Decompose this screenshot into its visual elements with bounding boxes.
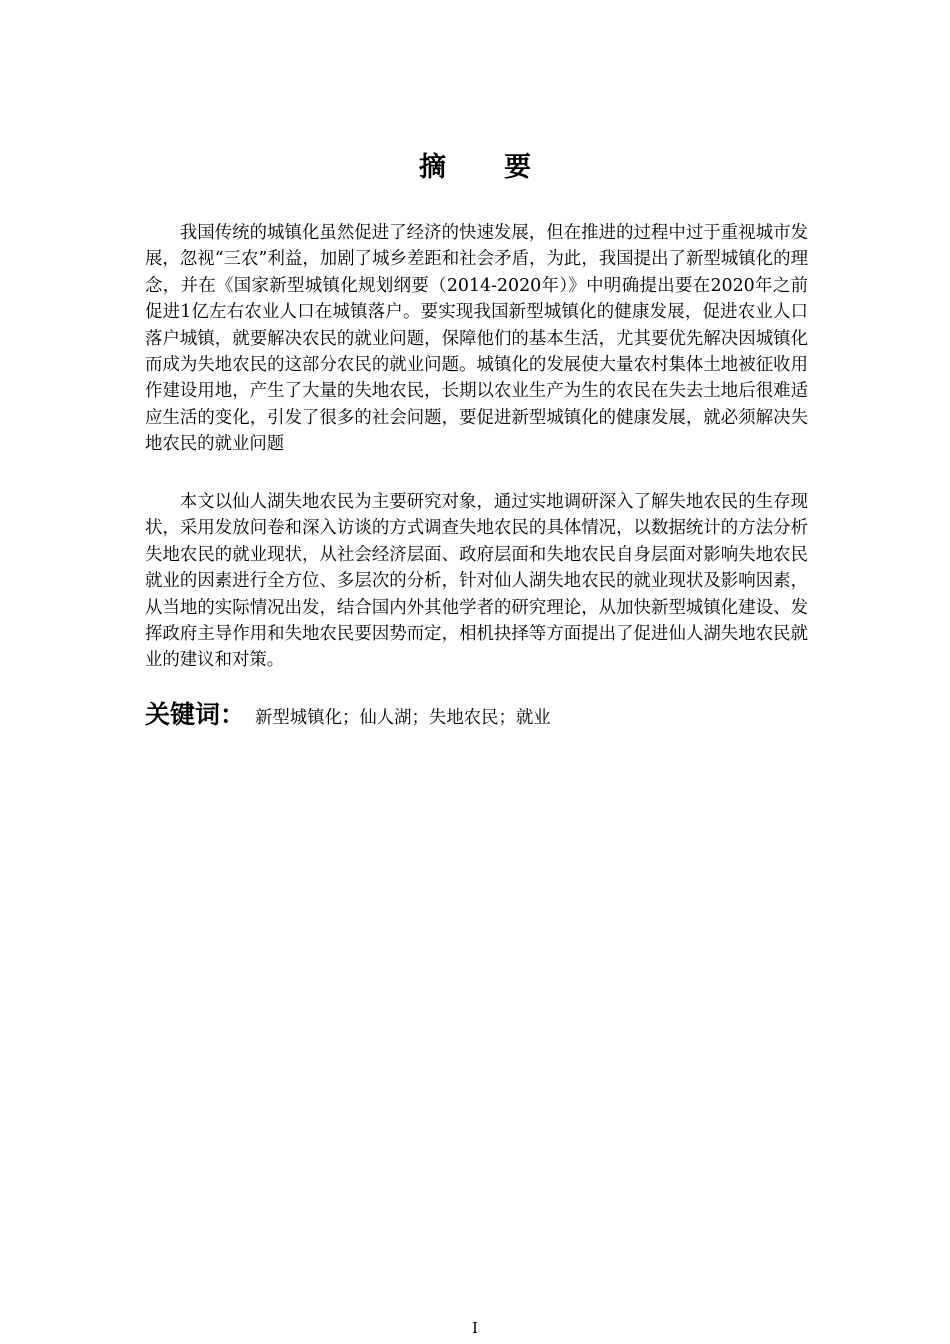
- page-number: I: [472, 1319, 478, 1337]
- abstract-paragraph: 本文以仙人湖失地农民为主要研究对象，通过实地调研深入了解失地农民的生存现状，采用发放问卷和深入访谈的方式调查失地农民的具体情况，以数据统计的方法分析失地农民的就业现状，从社会经济层面、政府层面和失地农民自身层面对影响失地农民就业的因素进行全方位、多层次的分析，针对仙人湖失地农民的就业现状及影响因素，从当地的实际情况出发，结合国内外其他学者的研究理论，从加快新型城镇化建设、发挥政府主导作用和失地农民要因势而定，相机抉择等方面提出了促进仙人湖失地农民就业的建议和对策。: [145, 492, 808, 671]
- abstract-paragraph: 我国传统的城镇化虽然促进了经济的快速发展，但在推进的过程中过于重视城市发展，忽视“三农”利益，加剧了城乡差距和社会矛盾，为此，我国提出了新型城镇化的理念，并在《国家新型城镇化规划纲要（2014-2020年）》中明确提出要在2020年之前促进1亿左右农业人口在城镇落户。要实现我国新型城镇化的健康发展，促进农业人口落户城镇，就要解决农民的就业问题，保障他们的基本生活，尤其要优先解决因城镇化而成为失地农民的这部分农民的就业问题。城镇化的发展使大量农村集体土地被征收用作建设用地，产生了大量的失地农民，长期以农业生产为生的农民在失去土地后很难适应生活的变化，引发了很多的社会问题，要促进新型城镇化的健康发展，就必须解决失地农民的就业问题: [145, 223, 808, 455]
- keywords-line: [145, 697, 808, 736]
- abstract-paragraph-2-block: [145, 489, 808, 674]
- abstract-title: 摘要: [419, 152, 589, 183]
- abstract-paragraph-1-block: [145, 220, 808, 458]
- keywords-label: 关键词：: [145, 700, 246, 729]
- keywords-values: 新型城镇化；仙人湖；失地农民；就业: [255, 708, 551, 728]
